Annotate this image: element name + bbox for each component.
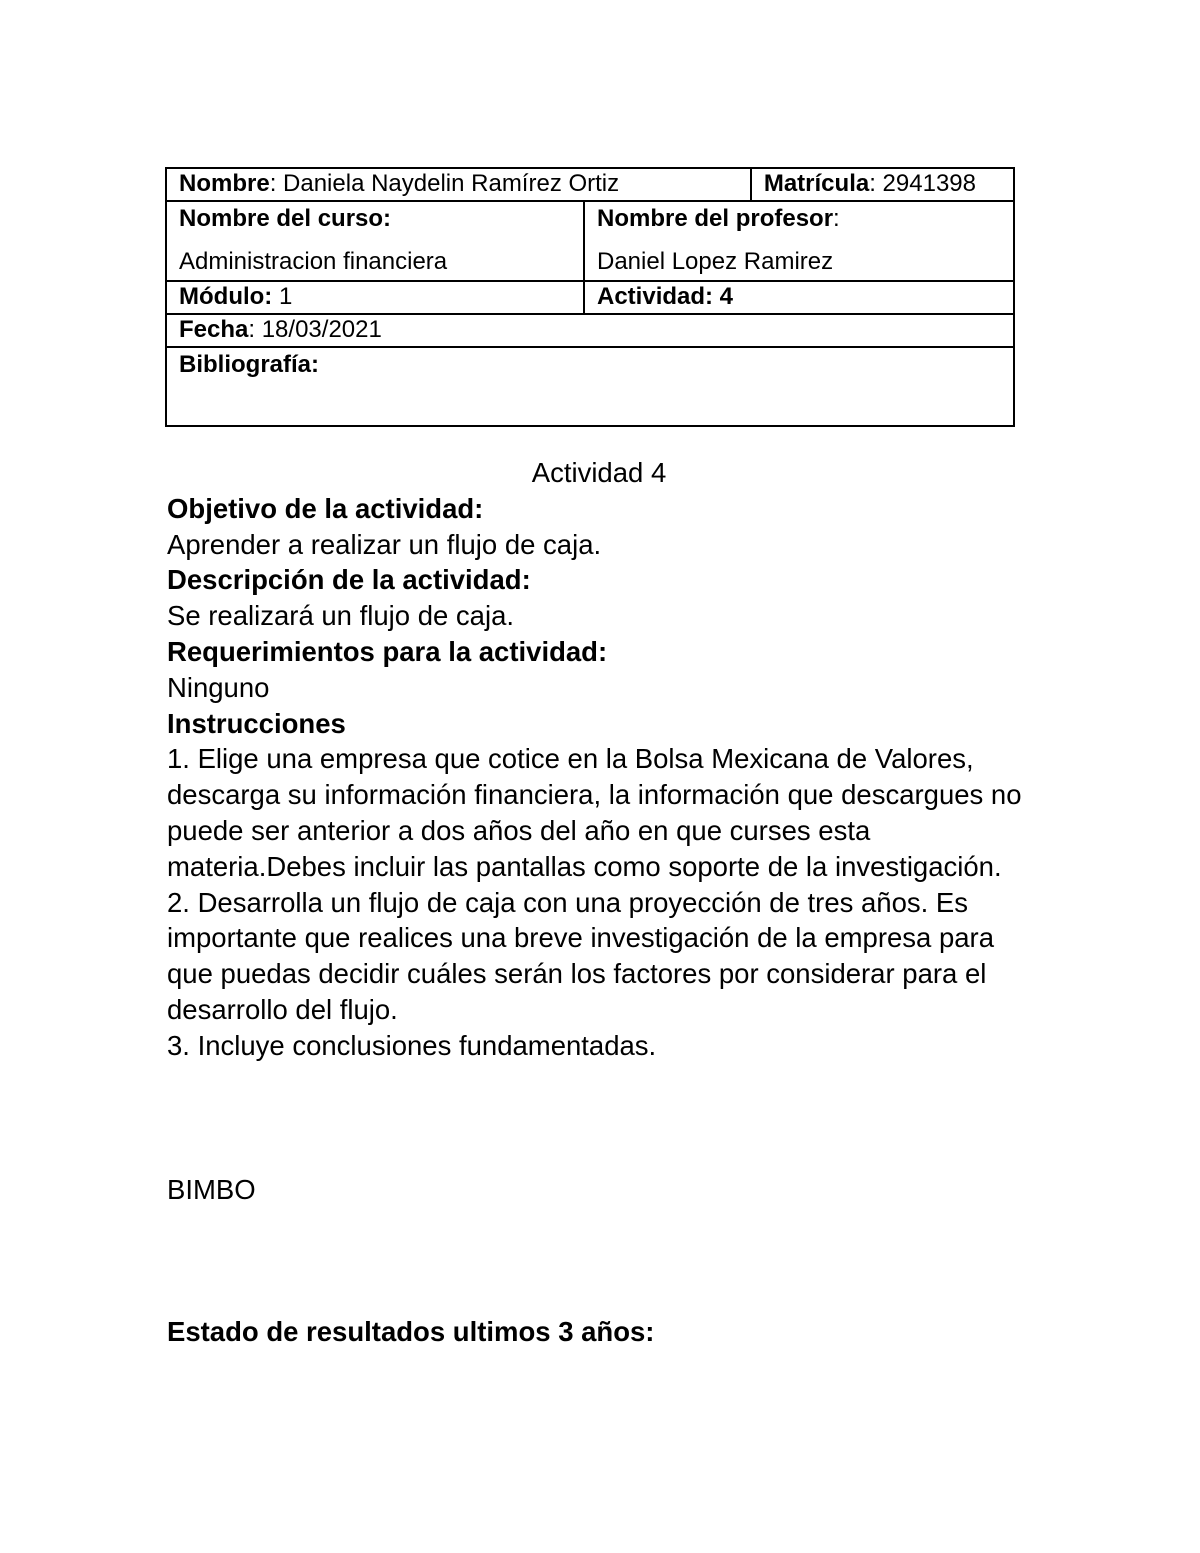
page-title: Actividad 4 — [531, 457, 667, 488]
fecha-label: Fecha — [179, 316, 249, 344]
bibliografia-label: Bibliografía: — [179, 351, 320, 378]
table-row — [166, 281, 1014, 314]
curso-label: Nombre del curso: — [179, 205, 392, 232]
modulo-value: 1 — [272, 283, 293, 311]
table-row — [166, 168, 1014, 201]
fecha-value: : 18/03/2021 — [248, 316, 382, 344]
descripcion-heading: Descripción de la actividad: — [167, 564, 531, 596]
table-row — [166, 314, 1014, 347]
profesor-value: Daniel Lopez Ramirez — [597, 247, 834, 275]
student-info-table — [165, 167, 1015, 427]
nombre-value: : Daniela Naydelin Ramírez Ortiz — [269, 170, 620, 198]
curso-value: Administracion financiera — [179, 247, 448, 275]
estado-heading: Estado de resultados ultimos 3 años: — [167, 1316, 655, 1348]
requerimientos-heading: Requerimientos para la actividad: — [167, 635, 608, 667]
instruction-item: 2. Desarrolla un flujo de caja con una proyección de tres años. Es importante que realices una breve investigación de la empresa para que puedas decidir cuáles serán los factores por considerar para el desarrollo del flujo. — [167, 886, 995, 1025]
requerimientos-text: Ninguno — [167, 671, 270, 703]
instrucciones-heading: Instrucciones — [167, 707, 346, 739]
modulo-label: Módulo: — [179, 283, 273, 311]
objetivo-text: Aprender a realizar un flujo de caja. — [167, 528, 602, 560]
table-row — [166, 201, 1014, 281]
activity-content — [167, 455, 1037, 1350]
matricula-cell — [751, 168, 1014, 201]
actividad-label: Actividad: 4 — [597, 283, 734, 311]
matricula-label: Matrícula — [763, 170, 870, 198]
matricula-value: : 2941398 — [869, 170, 976, 198]
instruction-item: 3. Incluye conclusiones fundamentadas. — [167, 1029, 657, 1061]
fecha-cell — [166, 314, 1014, 347]
bibliografia-cell — [166, 347, 1014, 426]
descripcion-text: Se realizará un flujo de caja. — [167, 600, 515, 632]
profesor-label: Nombre del profesor — [597, 205, 834, 232]
empresa-name: BIMBO — [167, 1173, 256, 1205]
instruction-item: 1. Elige una empresa que cotice en la Bolsa Mexicana de Valores, descarga su información financiera, la información que descargues no puede ser anterior a dos años del año en que curses esta materia.Debes incluir las pantallas como soporte de la investigación. — [167, 743, 1022, 882]
objetivo-heading: Objetivo de la actividad: — [167, 492, 484, 524]
profesor-colon: : — [833, 205, 840, 232]
modulo-cell — [166, 281, 584, 314]
table-row — [166, 347, 1014, 426]
curso-cell — [166, 201, 584, 281]
nombre-label: Nombre — [179, 170, 270, 198]
nombre-cell — [166, 168, 751, 201]
profesor-cell — [584, 201, 1014, 281]
actividad-cell — [584, 281, 1014, 314]
